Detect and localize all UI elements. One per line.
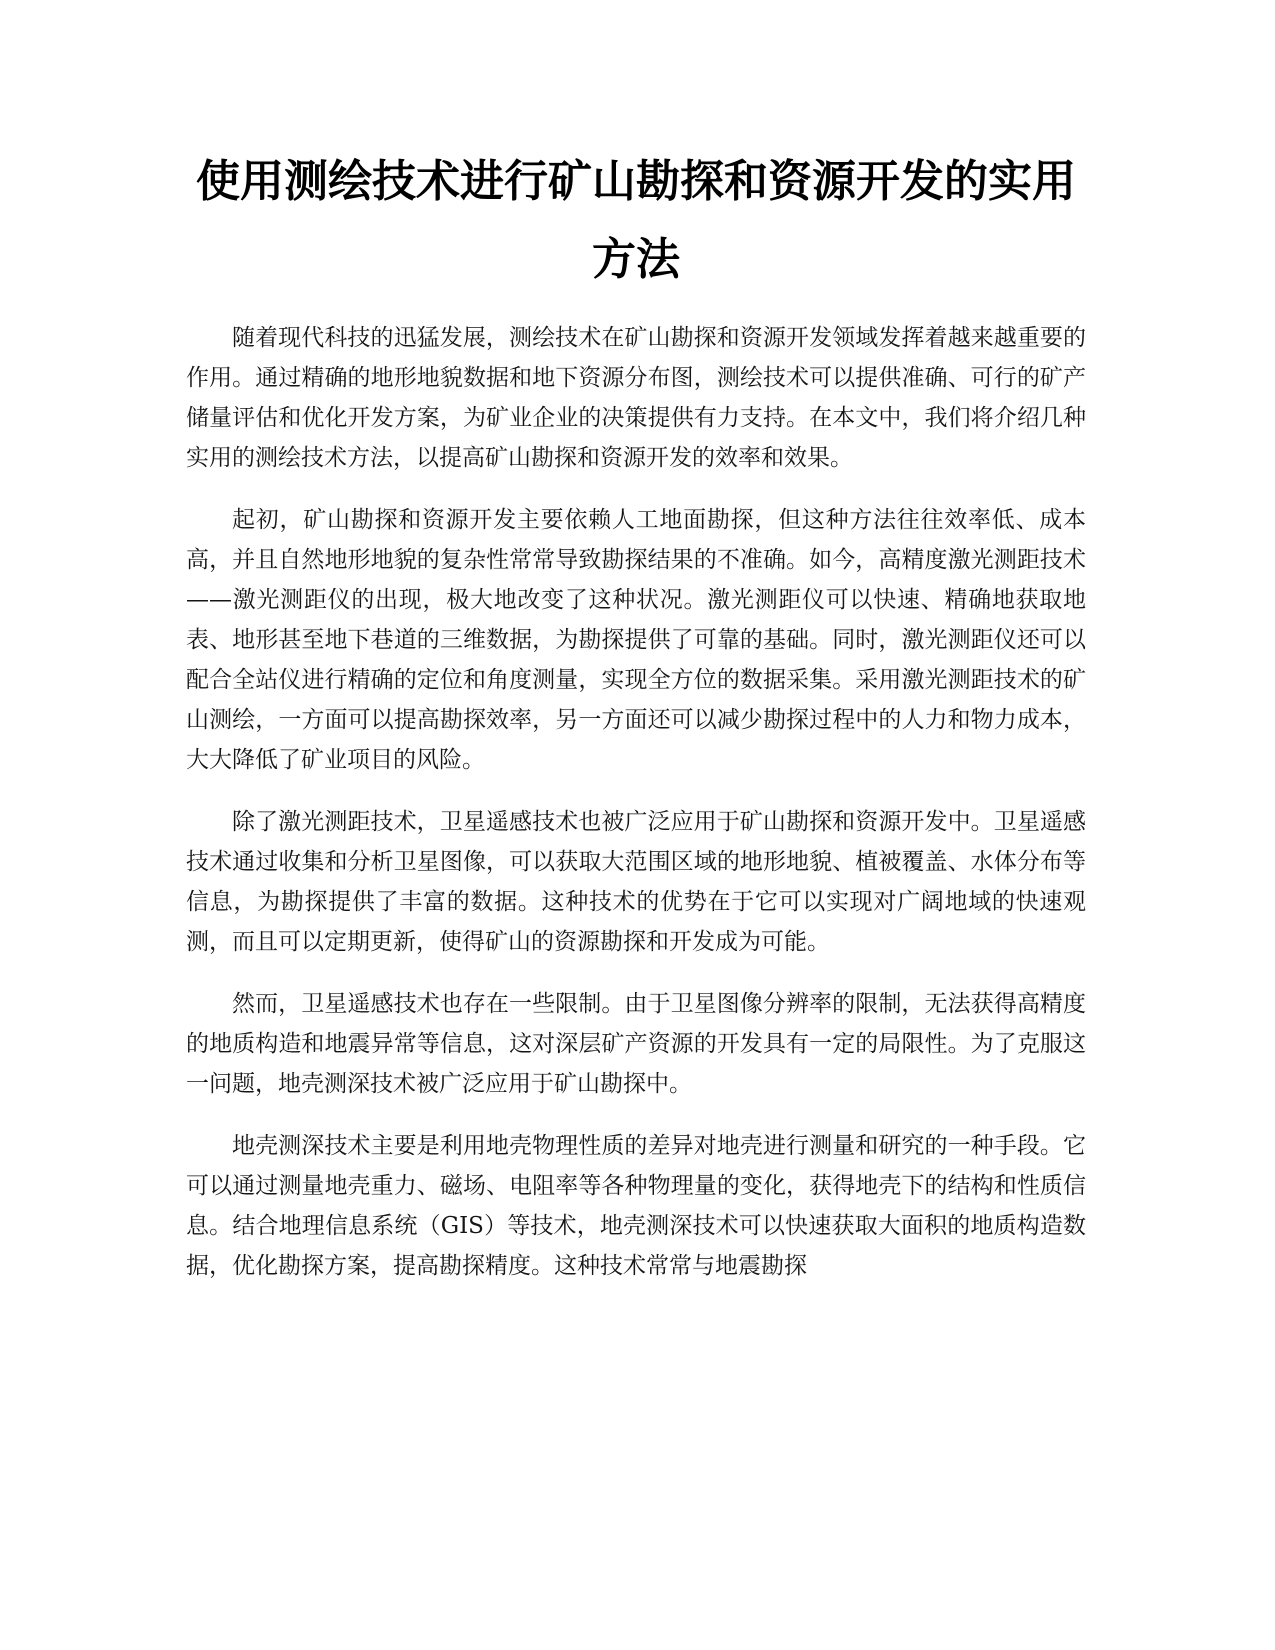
paragraph-5: 地壳测深技术主要是利用地壳物理性质的差异对地壳进行测量和研究的一种手段。它可以通过测量地壳重力、磁场、电阻率等各种物理量的变化，获得地壳下的结构和性质信息。结合地理信息系统（GIS）等技术，地壳测深技术可以快速获取大面积的地质构造数据，优化勘探方案，提高勘探精度。这种技术常常与地震勘探 bbox=[186, 1133, 1086, 1279]
paragraph-4: 然而，卫星遥感技术也存在一些限制。由于卫星图像分辨率的限制，无法获得高精度的地质构造和地震异常等信息，这对深层矿产资源的开发具有一定的局限性。为了克服这一问题，地壳测深技术被广泛应用于矿山勘探中。 bbox=[186, 991, 1086, 1097]
paragraph-1: 随着现代科技的迅猛发展，测绘技术在矿山勘探和资源开发领域发挥着越来越重要的作用。通过精确的地形地貌数据和地下资源分布图，测绘技术可以提供准确、可行的矿产储量评估和优化开发方案，为矿业企业的决策提供有力支持。在本文中，我们将介绍几种实用的测绘技术方法，以提高矿山勘探和资源开发的效率和效果。 bbox=[186, 325, 1086, 471]
document-body bbox=[186, 318, 1086, 1308]
paragraph-3: 除了激光测距技术，卫星遥感技术也被广泛应用于矿山勘探和资源开发中。卫星遥感技术通过收集和分析卫星图像，可以获取大范围区域的地形地貌、植被覆盖、水体分布等信息，为勘探提供了丰富的数据。这种技术的优势在于它可以实现对广阔地域的快速观测，而且可以定期更新，使得矿山的资源勘探和开发成为可能。 bbox=[186, 809, 1086, 955]
document-title: 使用测绘技术进行矿山勘探和资源开发的实用方法 bbox=[196, 156, 1076, 285]
paragraph-2: 起初，矿山勘探和资源开发主要依赖人工地面勘探，但这种方法往往效率低、成本高，并且自然地形地貌的复杂性常常导致勘探结果的不准确。如今，高精度激光测距技术——激光测距仪的出现，极大地改变了这种状况。激光测距仪可以快速、精确地获取地表、地形甚至地下巷道的三维数据，为勘探提供了可靠的基础。同时，激光测距仪还可以配合全站仪进行精确的定位和角度测量，实现全方位的数据采集。采用激光测距技术的矿山测绘，一方面可以提高勘探效率，另一方面还可以减少勘探过程中的人力和物力成本，大大降低了矿业项目的风险。 bbox=[186, 507, 1086, 773]
